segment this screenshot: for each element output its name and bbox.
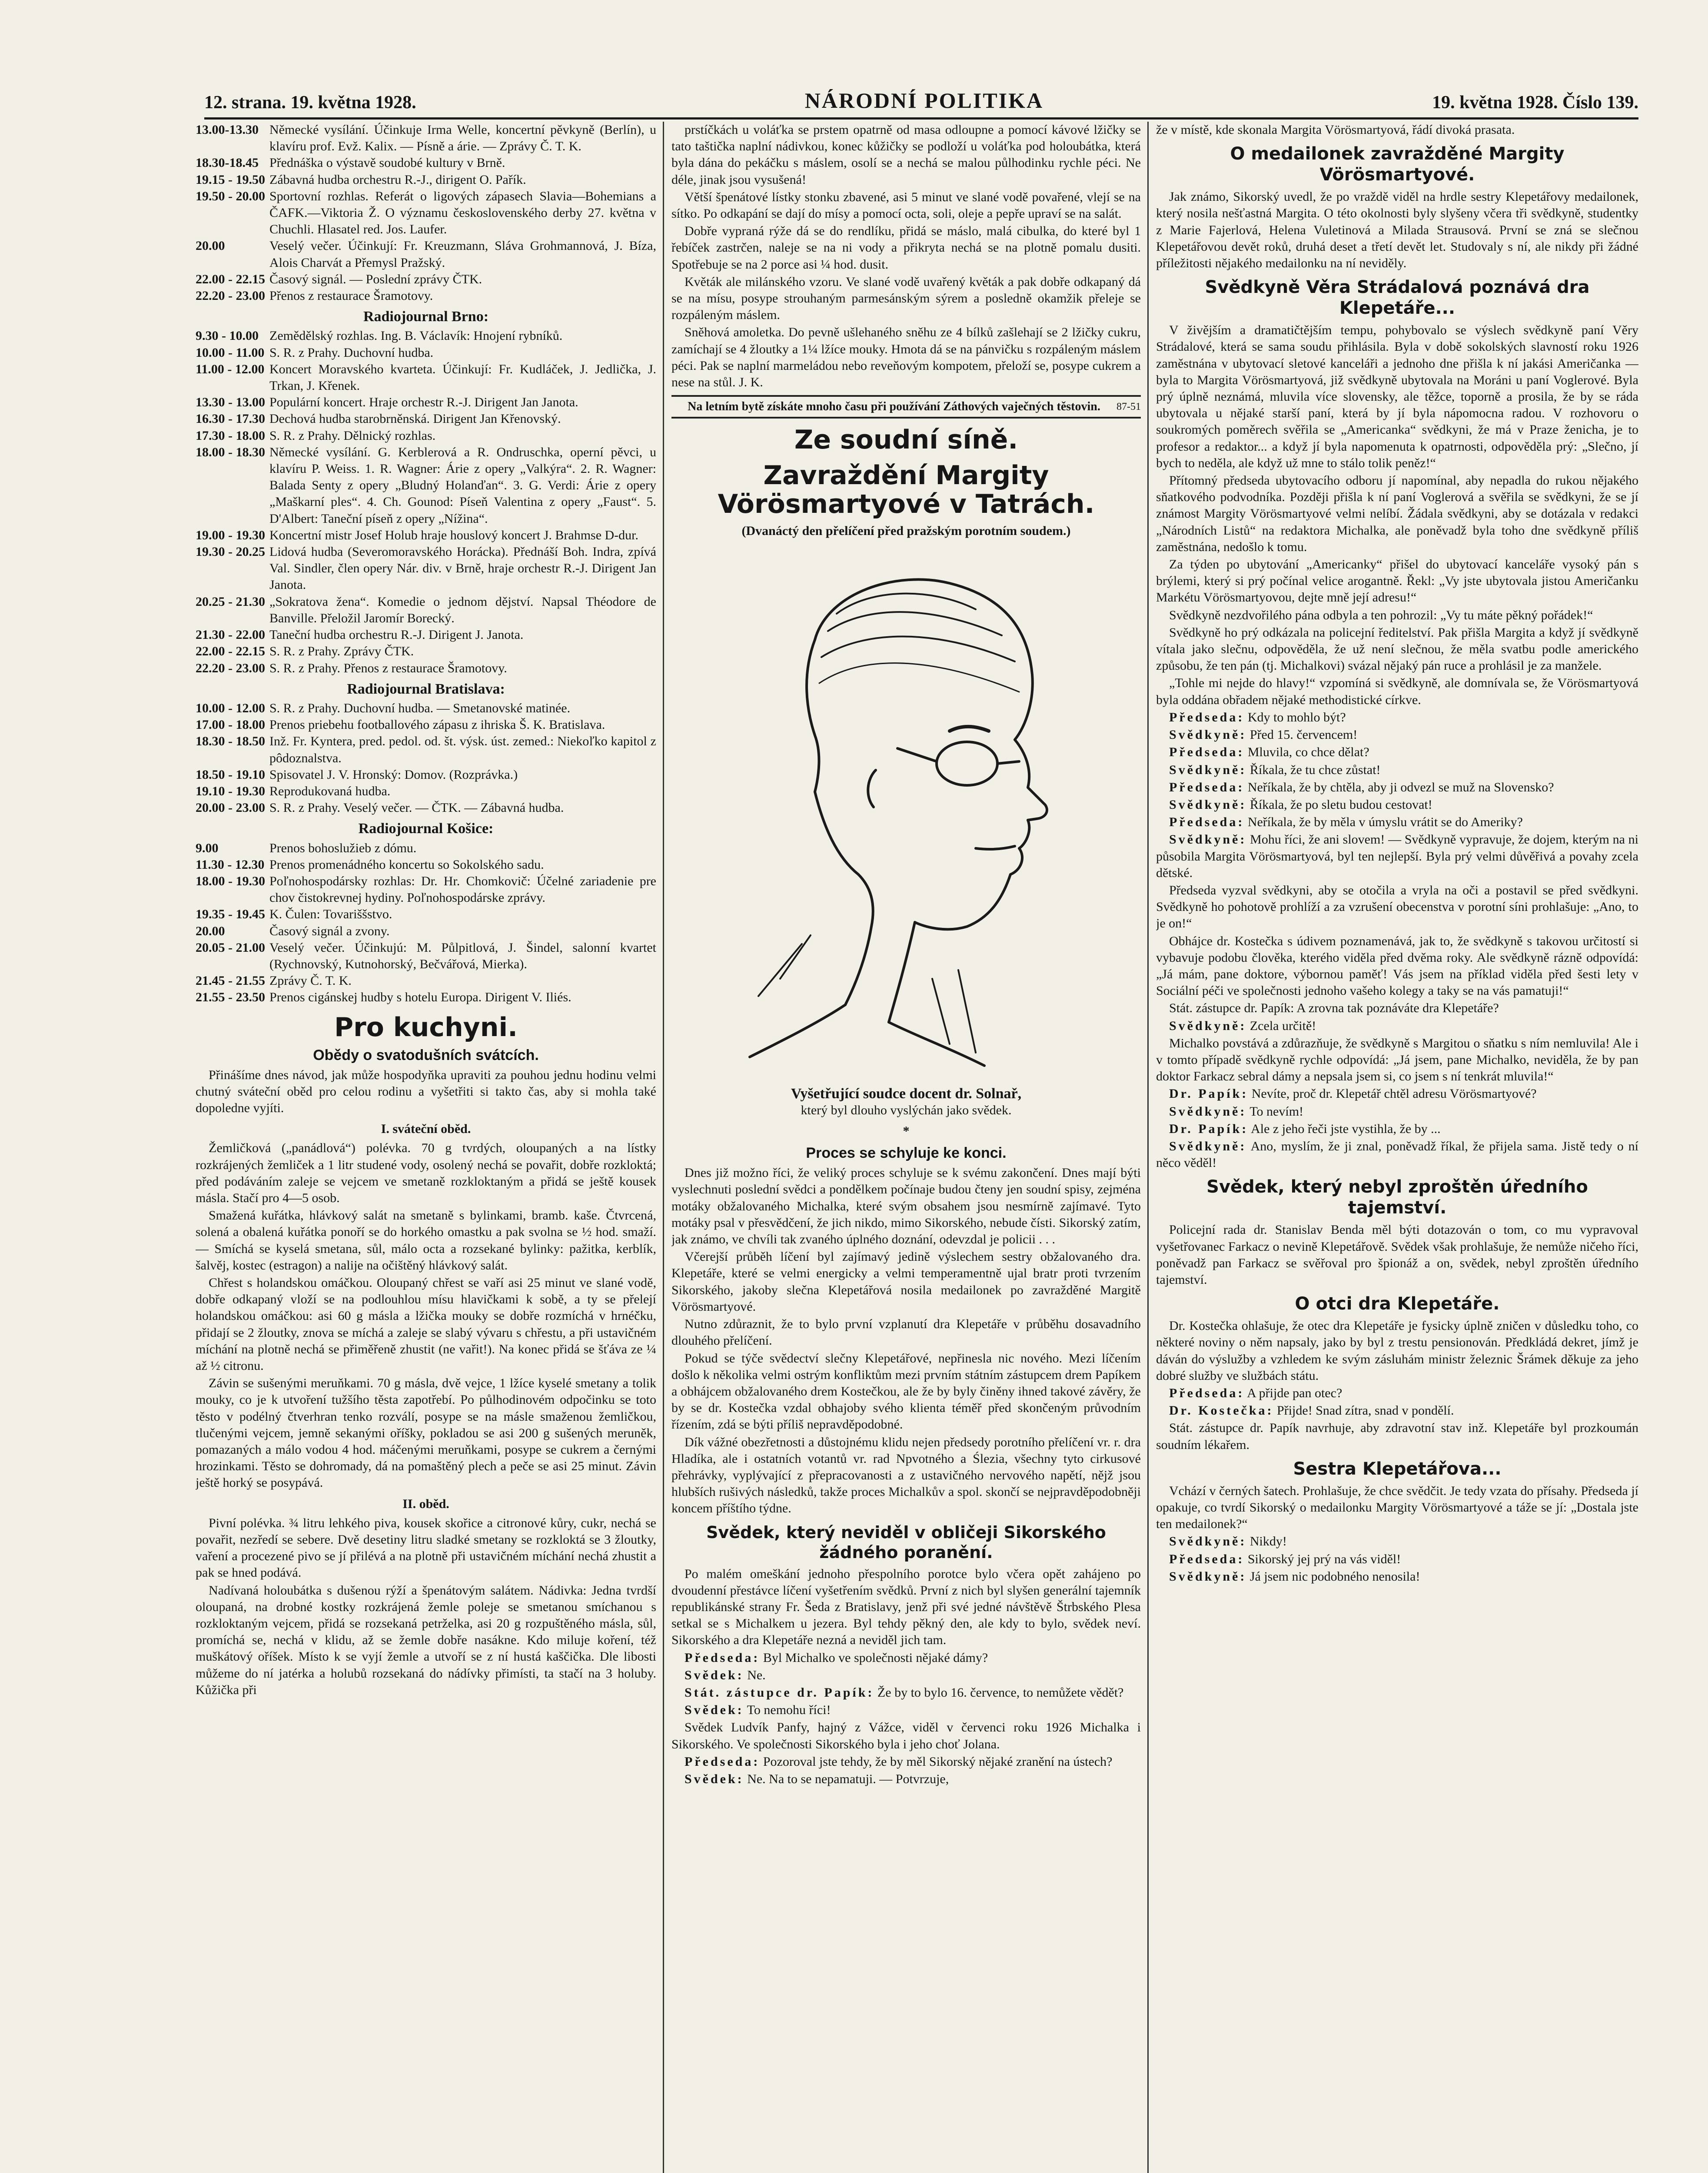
- dialog-line: [1156, 1138, 1638, 1171]
- confrontation-article: [1156, 882, 1638, 1017]
- utterance: Říkala, že po sletu budou cestovat!: [1249, 797, 1432, 812]
- utterance: Zcela určitě!: [1249, 1018, 1316, 1033]
- schedule-row: [196, 973, 656, 989]
- page-header: [204, 83, 1638, 120]
- paragraph: Včerejší průběh líčení byl zajímavý jedině výslechem sestry obžalovaného dra. Klepetáře, které se velmi energicky a velmi temperamentně ujal bratr proti tvrzením Sikorského, jakoby slečna Klepetářová nosila medailonek po zavražděné Margitě Vörösmartyové.: [671, 1249, 1141, 1314]
- utterance: Byl Michalko ve společnosti nějaké dámy?: [763, 1650, 988, 1665]
- schedule-program: Dechová hudba starobrněnská. Dirigent Jan Křenovský.: [269, 412, 561, 426]
- schedule-row: [196, 345, 656, 361]
- utterance: Já jsem nic podobného nenosila!: [1249, 1569, 1420, 1584]
- paragraph: Smažená kuřátka, hlávkový salát na smetaně s bylinkami, bramb. kaše. Čtvrcená, solená a obalená kuřátka ponoří se do horkého omastku a pak svolna se ½ hod. smaží. — Smíchá se kyselá smetana, sůl, málo octa a rozsekané bylinky: pažitka, kerblík, šalvěj, kostec (estragon) a nalije na očištěný hlávkový salát.: [196, 1208, 656, 1273]
- speaker: Předseda:: [1169, 780, 1245, 794]
- schedule-program: Koncertní mistr Josef Holub hraje houslový koncert J. Brahmse D-dur.: [269, 528, 639, 542]
- schedule-time: 19.00 - 19.30: [196, 528, 265, 542]
- schedule-row: [196, 627, 656, 643]
- utterance: Neříkala, že by chtěla, aby ji odvezl se muž na Slovensko?: [1247, 780, 1554, 794]
- portrait-caption: Vyšetřující soudce docent dr. Solnař,: [791, 1085, 1022, 1102]
- dialog-line: [671, 1685, 1141, 1701]
- paragraph: Po malém omeškání jednoho přespolního porotce bylo včera opět zahájeno po dvoudenní přestávce líčení vyšetřením svědků. První z nich byl slyšen generální tajemník republikánské strany Fr. Šeda z Bratislavy, jenž při své jedné návštěvě Štrbského Plesa setkal se s Michalkem u jezera. Byl tehdy pěkný den, ale kdy to bylo, svědek neví. Sikorského a dra Klepetáře nezná a neviděl jich tam.: [671, 1566, 1141, 1648]
- paragraph: Větší špenátové lístky stonku zbavené, asi 5 minut ve slané vodě povařené, vlejí se na sítko. Po odkapání se dají do mísy a pomocí octa, soli, oleje a pepře upraví se na salát.: [671, 189, 1141, 221]
- dialog-line: [671, 1771, 1141, 1788]
- schedule-row: [196, 238, 656, 271]
- paragraph: Dobře vypraná rýže dá se do rendlíku, přidá se máslo, malá cibulka, do které byl 1 řebíček zastrčen, naleje se na ni vody a přikryta nechá se na plotně pomalu dusiti. Spotřebuje se na 2 porce asi ¼ hod. dusit.: [671, 224, 1141, 272]
- schedule-program: K. Čulen: Tovariššstvo.: [269, 907, 392, 922]
- schedule-time: 9.30 - 10.00: [196, 329, 259, 343]
- schedule-row: [196, 544, 656, 594]
- dialog-line: [1156, 1103, 1638, 1120]
- dialog-line: [1156, 709, 1638, 726]
- dialog-line: [1156, 727, 1638, 743]
- utterance: Ale z jeho řeči jste vystihla, že by ...: [1251, 1121, 1441, 1136]
- official-article: [1156, 1222, 1638, 1288]
- advert-ref: 87-51: [1117, 401, 1141, 413]
- speaker: Předseda:: [1169, 1552, 1245, 1566]
- speaker: Dr. Papík:: [1169, 1121, 1249, 1136]
- witness-article: [671, 1566, 1141, 1649]
- sister-dialog: [1156, 1533, 1638, 1585]
- sister-heading: Sestra Klepetářova...: [1293, 1459, 1502, 1479]
- speaker: Předseda:: [1169, 1386, 1245, 1400]
- paragraph: Policejní rada dr. Stanislav Benda měl býti dotazován o tom, co mu vypravoval vyšetřovanec Farkacz o nevině Klepetářově. Svědek však prohlašuje, že nemůže ničeho říci, poněvadž pan Farkacz se svěřoval pro špionáž a on, svědek, nebyl zproštěn úředního tajemství.: [1156, 1223, 1638, 1287]
- dialog-line: [1156, 797, 1638, 813]
- schedule-row: [196, 857, 656, 873]
- paragraph: Chřest s holandskou omáčkou. Oloupaný chřest se vaří asi 25 minut ve slané vodě, dobře odkapaný vloží se na podlouhlou mísu hlavičkami k sobě, a ty se přelejí holandskou omáčkou: asi 60 g másla a lžička mouky se dobře rozmíchá v hrnéčku, přidají se 2 žloutky, znova se míchá a zaleje se slabý vývaru s chřestu, a při ustavičném míchání na plotně nechá se přiměřeně zhustit (ne vařit!). Na konec přidá se šťáva ze ¼ až ½ citronu.: [196, 1276, 656, 1373]
- paragraph: Nutno zdůraznit, že to bylo první vzplanutí dra Klepetáře v průběhu dosavadního dlouhého přelíčení.: [671, 1317, 1141, 1348]
- column-2: [671, 122, 1141, 2173]
- schedule-time: 11.00 - 12.00: [196, 362, 265, 376]
- schedule-time: 9.00: [196, 841, 219, 855]
- speaker: Svědkyně:: [1169, 762, 1247, 777]
- utterance: Kdy to mohlo být?: [1247, 710, 1346, 724]
- schedule-program: Reprodukovaná hudba.: [269, 784, 391, 798]
- schedule-program: Přednáška o výstavě soudobé kultury v Brně.: [269, 156, 505, 170]
- schedule-program: Prenos cigánskej hudby s hotelu Europa. Dirigent V. Iliés.: [269, 990, 572, 1005]
- schedule-program: Zemědělský rozhlas. Ing. B. Václavík: Hnojení rybníků.: [269, 329, 563, 343]
- schedule-row: [196, 394, 656, 411]
- medallion-article: [1156, 189, 1638, 272]
- schedule-time: 16.30 - 17.30: [196, 412, 265, 426]
- subsection-heading: I. sváteční oběd.: [381, 1122, 471, 1136]
- schedule-time: 19.50 - 20.00: [196, 189, 265, 203]
- schedule-program: Populární koncert. Hraje orchestr R.-J. Dirigent Jan Janota.: [269, 395, 578, 410]
- schedule-row: [196, 989, 656, 1006]
- schedule-time: 19.30 - 20.25: [196, 545, 265, 559]
- schedule-program: S. R. z Prahy. Dělnický rozhlas.: [269, 428, 436, 443]
- kitchen-article: [196, 1067, 656, 1699]
- schedule-time: 22.20 - 23.00: [196, 289, 265, 303]
- schedule-program: Časový signál a zvony.: [269, 924, 390, 938]
- radio-heading-kosice: Radiojournal Košice:: [358, 821, 494, 837]
- speaker: Předseda:: [1169, 745, 1245, 760]
- speaker: Svědkyně:: [1169, 1534, 1247, 1549]
- utterance: Neříkala, že by měla v úmyslu vrátit se do Ameriky?: [1247, 815, 1523, 830]
- schedule-program: Prenos promenádného koncertu so Sokolského sadu.: [269, 857, 544, 872]
- schedule-program: Zprávy Č. T. K.: [269, 974, 352, 988]
- schedule-time: 18.00 - 18.30: [196, 445, 265, 459]
- utterance: To nevím!: [1249, 1104, 1304, 1119]
- schedule-program: Německé vysílání. Účinkuje Irma Welle, koncertní pěvkyně (Berlín), u klavíru prof. Evž. Kalix. — Písně a árie. — Zprávy Č. T. K.: [269, 123, 656, 154]
- schedule-program: Německé vysílání. G. Kerblerová a R. Ondruschka, operní pěvci, u klavíru P. Weiss. 1. R. Wagner: Árie z opery „Valkýra“. 2. R. Wagner: Balada Senty z opery „Bludný Holanďan“. 3. G. Verdi: Árie z opery „Maškarní ples“. 4. Ch. Gounod: Píseň Valentina z opery „Faust“. 5. D'Albert: Taneční píseň z opery „Nížina“.: [269, 445, 656, 526]
- process-article: [671, 1165, 1141, 1517]
- utterance: Pozoroval jste tehdy, že by měl Sikorský nějaké zranění na ústech?: [763, 1754, 1113, 1769]
- speaker: Dr. Papík:: [1169, 1086, 1249, 1101]
- schedule-program: Spisovatel J. V. Hronský: Domov. (Rozprávka.): [269, 767, 518, 782]
- dialog-line: [1156, 814, 1638, 831]
- paragraph: Závin se sušenými meruňkami. 70 g másla, dvě vejce, 1 lžíce kyselé smetany a tolik mouky, co je k utvoření tužšího těsta zapotřebí. Po půlhodinovém odpočinku se toto těsto v podélný čtverhran tenko rozválí, posype se na másle smaženou žemličkou, tlučenými vejcem, jemně sekanými oříšky, pokladou se asi 200 g sušených meruněk, pomazaných a málo vodou 4 hod. máčenými meruňkami, posype se cukrem a černými hrozinkami. Těsto se dohromady, dá na pomaštěný plech a peče se asi 25 minut. Závin ještě horký se posypává.: [196, 1376, 656, 1490]
- paragraph: Přinášíme dnes návod, jak může hospodyňka upraviti za pouhou jednu hodinu velmi chutný sváteční oběd pro celou rodinu a vyšetřiti si takto čas, aby si mohla také dopoledne vyjíti.: [196, 1067, 656, 1115]
- paragraph: prstíčkách u voláťka se prstem opatrně od masa odloupne a pomocí kávové lžičky se tato taštička naplní nádivkou, konec kůžičky se podloží u voláťka pod holoubátka, která byla dána do pekáčku s máslem, osolí se a nechá se malou půlhodinku rychle péci. Ne déle, jinak jsou vysušená!: [671, 123, 1141, 187]
- schedule-row: [196, 288, 656, 304]
- schedule-time: 19.10 - 19.30: [196, 784, 265, 798]
- separator-star: *: [903, 1124, 910, 1139]
- speaker: Svědkyně:: [1169, 797, 1247, 812]
- schedule-time: 18.50 - 19.10: [196, 767, 265, 782]
- col3-intro: že v místě, kde skonala Margita Vörösmartyová, řádí divoká prasata.: [1156, 123, 1515, 137]
- schedule-time: 20.00: [196, 924, 225, 938]
- schedule-time: 18.30 - 18.50: [196, 734, 265, 749]
- schedule-row: [196, 172, 656, 188]
- schedule-row: [196, 271, 656, 288]
- paragraph: V živějším a dramatičtějším tempu, pohybovalo se výslech svědkyně paní Věry Strádalové, která se sama soudu přihlásila. Byla v době sokolských slavností roku 1926 zaměstnána v ubytovací sletové kanceláři a jednoho dne přišla k ní jakási Američanka — byla to Margita Vörösmartyová, již svědkyně ubytovala na Moráni u paní Voglerové. Byla prý úplně neznámá, mluvila více slovensky, ale těžce, toporně a prosila, že by se ráda ubytovala u nějaké starší paní, která by jí byla nápomocna radou. V rozhovoru o soukromých poměrech svěřila se „Americanka“ svědkyni, že má v Praze ženicha, je to profesor a redaktor... a když jí byla napomenuta k opatrnosti, odpověděla prý: „Slečno, jí bych to neděla, ale když už mne to stálo tolik peněz!“: [1156, 323, 1638, 470]
- utterance: Michalko povstává a zdůrazňuje, že svědkyně s Margitou o sňatku s ním nemluvila! Ale i v tomto případě svědkyně rychle odpovídá: „Já jsem, pane Michalko, neviděla, že by pan doktor Farkacz sebral dámy a nepsala jsem si, co jsem s ní tenkrát mluvila!“: [1156, 1036, 1638, 1084]
- schedule-time: 20.00 - 23.00: [196, 801, 265, 815]
- paragraph: Květák ale milánského vzoru. Ve slané vodě uvařený květák a pak dobře odkapaný dá se na mísu, posype strouhaným parmesánským sýrem a posledně okamžik přeleje se rozpáleným máslem.: [671, 274, 1141, 322]
- court-headline: Zavraždění Margity Vörösmartyové v Tatrách.: [718, 460, 1095, 520]
- schedule-row: [196, 717, 656, 733]
- utterance: Mluvila, co chce dělat?: [1247, 745, 1369, 760]
- court-subtitle: (Dvanáctý den přelíčení před pražským porotním soudem.): [741, 524, 1071, 538]
- schedule-row: [196, 906, 656, 923]
- subsection-heading: II. oběd.: [402, 1496, 449, 1511]
- speaker: Svědek:: [685, 1771, 744, 1786]
- column-divider: [663, 122, 664, 2173]
- schedule-time: 10.00 - 11.00: [196, 345, 265, 360]
- portrait-drawing: [671, 544, 1141, 1083]
- schedule-program: S. R. z Prahy. Duchovní hudba. — Smetanovské matinée.: [269, 701, 571, 715]
- utterance: A přijde pan otec?: [1247, 1386, 1342, 1400]
- utterance: Že by to bylo 16. července, to nemůžete vědět?: [877, 1685, 1124, 1700]
- schedule-time: 17.30 - 18.00: [196, 428, 265, 443]
- schedule-time: 21.30 - 22.00: [196, 628, 265, 642]
- paragraph: „Tohle mi nejde do hlavy!“ vzpomíná si svědkyně, ale domnívala se, že Vörösmartyová byla oddána obřadem nějaké methodistické církve.: [1156, 676, 1638, 707]
- schedule-time: 21.45 - 21.55: [196, 974, 265, 988]
- header-left: 12. strana. 19. května 1928.: [204, 93, 416, 113]
- schedule-time: 22.00 - 22.15: [196, 272, 265, 286]
- speaker: Dr. Kostečka:: [1169, 1403, 1274, 1418]
- kitchen-article-continued: [671, 122, 1141, 391]
- father-dialog: [1156, 1385, 1638, 1453]
- paragraph: Pivní polévka. ¾ litru lehkého piva, kousek skořice a citronové kůry, cukr, nechá se povařit, nezředí se sebere. Dvě desetiny litru sladké smetany se rozkloktá se 3 žloutky, vaření a procezené pivo se jí přilévá a na plotně při ustavičném míchání nechá zhustit a pak se hned podává.: [196, 1515, 656, 1580]
- witness-dialog: [671, 1650, 1141, 1788]
- radio-schedule-bratislava: [196, 700, 656, 816]
- utterance: Říkala, že tu chce zůstat!: [1249, 762, 1381, 777]
- dialog-line: [1156, 1086, 1638, 1102]
- utterance: Mohu říci, že ani slovem! — Svědkyně vypravuje, že dojem, kterým na ni působila Margita Vörösmartyová, byl ten nejlepší. Byla prý velmi důvěřivá a povahy zcela dětské.: [1156, 832, 1638, 880]
- dialog-line: [671, 1702, 1141, 1718]
- kitchen-subtitle: Obědy o svatodušních svátcích.: [313, 1047, 539, 1063]
- dialog-line: [1156, 1533, 1638, 1550]
- sister-article: [1156, 1483, 1638, 1533]
- advert-text: Na letním bytě získáte mnoho času při používání Záthových vaječných těstovin.: [688, 400, 1100, 414]
- schedule-time: 20.00: [196, 239, 225, 253]
- dialog-line: [671, 1667, 1141, 1684]
- schedule-program: S. R. z Prahy. Duchovní hudba.: [269, 345, 434, 360]
- utterance: Ano, myslím, že ji znal, poněvadž říkal, že přijela sama. Jistě tedy o ní něco věděl!: [1156, 1139, 1638, 1170]
- paragraph: Vchází v černých šatech. Prohlašuje, že chce svědčit. Je tedy vzata do přísahy. Předseda jí opakuje, co tvrdí Sikorský o medailonku Margity Vörösmartyové a táže se jí: „Dostala jste ten medailonek?“: [1156, 1483, 1638, 1532]
- speaker: Svědkyně:: [1169, 728, 1247, 742]
- portrait-caption-sub: který byl dlouho vyslýchán jako svědek.: [801, 1103, 1012, 1117]
- schedule-time: 20.25 - 21.30: [196, 594, 265, 609]
- schedule-time: 18.30-18.45: [196, 156, 259, 170]
- schedule-row: [196, 122, 656, 155]
- speaker: Předseda:: [1169, 710, 1245, 724]
- paragraph: Jak známo, Sikorský uvedl, že po vraždě viděl na hrdle sestry Klepetářovy medailonek, který nosila nešťastná Margita. O této okolnosti byly slyšeny včera tři svědkyně, studentky z Marie Fajerlová, Helena Vuletinová a Milada Strausová. První se zná se slečnou Klepetářovou devět roků, druhá deset a třetí devět let. Studovaly s ní, ale nikdy při žádné příležitosti nějakého medailonku na ní neviděly.: [1156, 189, 1638, 271]
- schedule-program: Poľnohospodársky rozhlas: Dr. Hr. Chomkovič: Účelné zariadenie pre chov čistokrevnej hydiny. Poľnohospodárske zprávy.: [269, 874, 656, 905]
- stradal-dialog: [1156, 709, 1638, 881]
- schedule-program: Zábavná hudba orchestru R.-J., dirigent O. Pařík.: [269, 172, 526, 187]
- schedule-time: 10.00 - 12.00: [196, 701, 265, 715]
- schedule-row: [196, 873, 656, 906]
- schedule-program: „Sokratova žena“. Komedie o jednom dějství. Napsal Théodore de Banville. Přeložil Jaromír Borecký.: [269, 594, 656, 625]
- speaker: Svědek:: [685, 1703, 744, 1718]
- schedule-time: 13.00-13.30: [196, 123, 259, 137]
- paragraph: Stát. zástupce dr. Papík: A zrovna tak poznáváte dra Klepetáře?: [1169, 1001, 1499, 1016]
- schedule-time: 17.00 - 18.00: [196, 718, 265, 732]
- speaker: Svědkyně:: [1169, 1104, 1247, 1119]
- dialog-line: [1156, 1402, 1638, 1419]
- schedule-program: S. R. z Prahy. Veselý večer. — ČTK. — Zábavná hudba.: [269, 801, 564, 815]
- schedule-program: Inž. Fr. Kyntera, pred. pedol. od. št. výsk. úst. zemed.: Niekoľko kapitol z pôdoznalstva.: [269, 734, 656, 765]
- schedule-row: [196, 923, 656, 940]
- paragraph: Sněhová amoletka. Do pevně ušlehaného sněhu ze 4 bílků zašlehají se 2 lžičky cukru, zamíchají se 4 žloutky a 1¼ lžíce mouky. Hmota dá se na pánvičku s rozpáleným máslem péci. Pak se naplní marmeládou nebo reveňovým kompotem, přeloží se, posype cukrem a nese na stůl. J. K.: [671, 325, 1141, 390]
- radio-schedule-prague: [196, 122, 656, 304]
- process-heading: Proces se schyluje ke konci.: [806, 1145, 1007, 1162]
- stradal-article: [1156, 322, 1638, 708]
- utterance: Stát. zástupce dr. Papík navrhuje, aby zdravotní stav inž. Klepetáře byl prozkoumán soudním lékařem.: [1156, 1421, 1638, 1452]
- column-1: [196, 122, 656, 2173]
- schedule-program: Přenos z restaurace Šramotovy.: [269, 289, 433, 303]
- official-heading: Svědek, který nebyl zproštěn úředního tajemství.: [1206, 1177, 1588, 1218]
- paragraph: Svědkyně ho prý odkázala na policejní ředitelství. Pak přišla Margita a když jí svědkyně vítala jako slečnu, odpověděla, že už není slečnou, že měla svatbu podle amerického způsobu, že ten pán (tj. Michalkovi) svázal nějaký pán ruce a prohlásil je za manžele.: [1156, 625, 1638, 673]
- schedule-program: Časový signál. — Poslední zprávy ČTK.: [269, 272, 482, 286]
- paragraph: Svědkyně nezdvořilého pána odbyla a ten pohrozil: „Vy tu máte pěkný pořádek!“: [1169, 608, 1593, 622]
- stradal-heading: Svědkyně Věra Strádalová poznává dra Klepetáře...: [1205, 277, 1590, 319]
- schedule-program: Koncert Moravského kvarteta. Účinkují: Fr. Kudláček, J. Jedlička, J. Trkan, J. Křenek.: [269, 362, 656, 393]
- schedule-row: [196, 428, 656, 444]
- dialog-line: [1156, 1035, 1638, 1085]
- paragraph: Nadívaná holoubátka s dušenou rýží a špenátovým salátem. Nádivka: Jedna tvrdší oloupaná, na drobné kostky rozkrájená žemle poleje se smetanou smíchanou s rozkloktaným vejcem, přidá se rozsekaná petrželka, asi 20 g rozpuštěného másla, sůl, promíchá se, nechá v klidu, až se žemle dobře nasákne. Kdo miluje koření, též muškátový oříšek. Místo k se vyjí žemle a utvoří se z ní hustá kaščička. Dle libosti můžeme do ní jatérka a holubů rozsekaná do nádívky přimísti, ta stačí na 3 holuby. Kůžička při: [196, 1583, 656, 1697]
- utterance: To nemohu říci!: [747, 1703, 831, 1718]
- header-right: 19. května 1928. Číslo 139.: [1432, 93, 1638, 113]
- utterance: Ne. Na to se nepamatuji. — Potvrzuje,: [747, 1771, 949, 1786]
- schedule-program: Prenos priebehu footballového zápasu z ihriska Š. K. Bratislava.: [269, 718, 605, 732]
- medallion-heading: O medailonek zavražděné Margity Vörösmartyové.: [1230, 144, 1565, 185]
- schedule-time: 11.30 - 12.30: [196, 857, 265, 872]
- court-section-title: Ze soudní síně.: [794, 425, 1018, 455]
- paragraph: Žemličková („panádlová“) polévka. 70 g tvrdých, oloupaných a na lístky rozkrájených žemliček a 1 litr studené vody, osolený nechá se povařit, dobře rozkloktá; před podáváním zaleje se vejcem ve smetaně rozkloktaným a přidá se ještě kousek másla. Stačí pro 4—5 osob.: [196, 1141, 656, 1205]
- schedule-time: 22.20 - 23.00: [196, 661, 265, 675]
- utterance: Přijde! Snad zítra, snad v pondělí.: [1277, 1403, 1454, 1418]
- dialog-line: [671, 1719, 1141, 1752]
- radio-schedule-kosice: [196, 840, 656, 1006]
- witness-heading: Svědek, který neviděl v obličeji Sikorského žádného poranění.: [706, 1522, 1106, 1562]
- father-article: [1156, 1318, 1638, 1384]
- schedule-row: [196, 733, 656, 766]
- speaker: Svědkyně:: [1169, 832, 1247, 847]
- schedule-row: [196, 594, 656, 627]
- masthead-title: NÁRODNÍ POLITIKA: [804, 88, 1044, 113]
- dialog-line: [671, 1650, 1141, 1666]
- speaker: Předseda:: [685, 1650, 760, 1665]
- speaker: Svědkyně:: [1169, 1569, 1247, 1584]
- schedule-program: Prenos bohoslužieb z dómu.: [269, 841, 417, 855]
- column-divider: [1147, 122, 1149, 2173]
- schedule-time: 19.35 - 19.45: [196, 907, 265, 922]
- dialog-line: [1156, 1018, 1638, 1034]
- schedule-program: S. R. z Prahy. Zprávy ČTK.: [269, 644, 414, 659]
- schedule-row: [196, 940, 656, 973]
- paragraph: Předseda vyzval svědkyni, aby se otočila a vryla na oči a postavil se před svědkyni. Svědkyně ho pohotově prohlíží a za vzrušení obecenstva v porotní síni prohlašuje: „Ano, to je on!“: [1156, 883, 1638, 931]
- speaker: Svědkyně:: [1169, 1139, 1247, 1153]
- schedule-row: [196, 800, 656, 816]
- dialog-line: [1156, 744, 1638, 761]
- paragraph: Dnes již možno říci, že veliký proces schyluje se k svému zakončení. Dnes mají býti vyslechnuti poslední svědci a pondělkem počínaje budou čteny jen soudní spisy, zejména motáky obžalovaného Michalka, které svým obsahem jsou nesmírně zajímavé. Tyto motáky psal v přesvědčení, že jich nikdo, mimo Sikorského, nebude čísti. Sikorský zatím, jak známo, ve chvíli tak zvaného úplného doznání, odevzdal je policii . . .: [671, 1166, 1141, 1247]
- father-heading: O otci dra Klepetáře.: [1295, 1294, 1500, 1314]
- speaker: Předseda:: [685, 1754, 760, 1769]
- speaker: Předseda:: [1169, 815, 1245, 830]
- dialog-line: [1156, 1551, 1638, 1568]
- schedule-time: 13.30 - 13.00: [196, 395, 265, 410]
- schedule-row: [196, 643, 656, 660]
- schedule-row: [196, 660, 656, 677]
- paragraph: Obhájce dr. Kostečka s údivem poznamenává, jak to, že svědkyně s takovou určitostí si vybavuje podobu člověka, kterého viděla před dvěma roky. Ale svědkyně rázně odpovídá: „Já mám, pane doktore, výbornou paměť! Vás jsem na příklad viděla před šesti lety v Sociální péči ve společnosti jednoho vašeho kolegy a taky se na vás pamatuji!“: [1156, 934, 1638, 998]
- schedule-row: [196, 328, 656, 344]
- utterance: Svědek Ludvík Panfy, hajný z Vážce, viděl v červenci roku 1926 Michalka i Sikorského. Ve společnosti Sikorského byla i jeho choť Jolana.: [671, 1720, 1141, 1751]
- schedule-row: [196, 767, 656, 783]
- schedule-row: [196, 783, 656, 800]
- paragraph: Přítomný předseda ubytovacího odboru jí napomínal, aby nepadla do rukou nějakého sňatkového podvodníka. Později přišla k ní paní Voglerová a svěřila se svědkyni, že se jí známost Margity Vörösmartyové velmi nelíbí. Žádala svědkyni, aby se dotázala v redakci „Národních Listů“ na redaktora Michalka, ale poněvadž byla toho dne svědkyně příliš zaměstnána, nedošlo k tomu.: [1156, 473, 1638, 554]
- utterance: Před 15. červencem!: [1249, 728, 1358, 742]
- schedule-row: [196, 188, 656, 238]
- dialog-line: [1156, 1420, 1638, 1453]
- schedule-row: [196, 361, 656, 394]
- dialog-line: [1156, 1385, 1638, 1402]
- kitchen-title: Pro kuchyni.: [334, 1012, 518, 1043]
- utterance: Nevíte, proč dr. Klepetář chtěl adresu Vörösmartyové?: [1251, 1086, 1537, 1101]
- utterance: Ne.: [747, 1668, 766, 1682]
- advert-box: [671, 395, 1141, 419]
- dialog-line: [1156, 779, 1638, 796]
- dialog-line: [1156, 831, 1638, 881]
- schedule-time: 22.00 - 22.15: [196, 644, 265, 659]
- dialog-line: [1156, 762, 1638, 778]
- schedule-program: Lidová hudba (Severomoravského Horácka). Přednáší Boh. Indra, zpívá Val. Sindler, člen opery Nár. div. v Brně, hraje orchestr R.-J. Dirigent Jan Janota.: [269, 545, 656, 592]
- schedule-program: S. R. z Prahy. Přenos z restaurace Šramotovy.: [269, 661, 507, 675]
- dialog-line: [1156, 1568, 1638, 1585]
- speaker: Svědkyně:: [1169, 1018, 1247, 1033]
- radio-heading-bratislava: Radiojournal Bratislava:: [347, 681, 505, 697]
- paragraph: Dík vážné obezřetnosti a důstojnému klidu nejen předsedy porotního přelíčení vr. r. dra Hladíka, ale i ostatních votantů vr. rad Npvotného a Ślezia, všechny tyto cirkusové přehrávky, vyplývající z přepracovanosti a z ustavičného nervového napětí, nějž jsou hlubších rušivých následků, takže proces Michalkův a spol. skončí se nejpravděpodobněji koncem příštího týdne.: [671, 1435, 1141, 1516]
- speaker: Svědek:: [685, 1668, 744, 1682]
- utterance: Nikdy!: [1249, 1534, 1287, 1549]
- radio-heading-brno: Radiojournal Brno:: [363, 309, 489, 325]
- schedule-program: Veselý večer. Účinkují: Fr. Kreuzmann, Sláva Grohmannová, J. Bíza, Alois Charvát a Přemysl Pražský.: [269, 239, 656, 270]
- confrontation-dialog: [1156, 1018, 1638, 1172]
- paragraph: Za týden po ubytování „Americanky“ přišel do ubytovací kanceláře vysoký pán s brýlemi, který si prý počínal velice arogantně. Řekl: „Vy jste ubytovala jistou Američanku Markétu Vörösmartyovou, dejte mně její adresu!“: [1156, 557, 1638, 605]
- schedule-program: Taneční hudba orchestru R.-J. Dirigent J. Janota.: [269, 628, 524, 642]
- schedule-row: [196, 411, 656, 427]
- utterance: Sikorský jej prý na vás viděl!: [1247, 1552, 1401, 1566]
- column-3: [1156, 122, 1638, 2173]
- schedule-row: [196, 527, 656, 544]
- paragraph: Pokud se týče svědectví slečny Klepetářové, nepřinesla nic nového. Mezi líčením došlo k několika velmi ostrým konfliktům mezi prvním státním zástupcem drem Papíkem a obhájcem obžalovaného drem Kostečkou, ale že by byly činěny ihned takové závěry, že by se dr. Kostečka vzdal obhajoby svého klienta téměř před skončeným průvodním řízením, zdá se býti příliš nepravděpodobné.: [671, 1351, 1141, 1432]
- schedule-row: [196, 700, 656, 717]
- radio-schedule-brno: [196, 328, 656, 676]
- paragraph: Dr. Kostečka ohlašuje, že otec dra Klepetáře je fysicky úplně zničen v důsledku toho, co některé noviny o něm napsaly, jako by byl z trestu pensionován. Předkládá dekret, jímž je dáván do výslužby a vzhledem ke svým zásluhám ministr železnic Šrámek děkuje za jeho dobré služby ve službách státu.: [1156, 1319, 1638, 1383]
- schedule-row: [196, 840, 656, 857]
- schedule-time: 21.55 - 23.50: [196, 990, 265, 1005]
- schedule-time: 20.05 - 21.00: [196, 940, 265, 955]
- schedule-row: [196, 444, 656, 527]
- schedule-time: 18.00 - 19.30: [196, 874, 265, 888]
- speaker: Stát. zástupce dr. Papík:: [685, 1685, 874, 1700]
- schedule-row: [196, 155, 656, 171]
- schedule-program: Veselý večer. Účinkujú: M. Půlpitlová, J. Šindel, salonní kvartet (Rychnovský, Kutnohorský, Bečvářová, Mierka).: [269, 940, 656, 971]
- schedule-program: Sportovní rozhlas. Referát o ligových zápasech Slavia—Bohemians a ČAFK.—Viktoria Ž. O významu československého derby 27. května v Chuchli. Hlasatel red. Jos. Laufer.: [269, 189, 656, 237]
- schedule-time: 19.15 - 19.50: [196, 172, 265, 187]
- dialog-line: [1156, 1121, 1638, 1137]
- dialog-line: [671, 1754, 1141, 1770]
